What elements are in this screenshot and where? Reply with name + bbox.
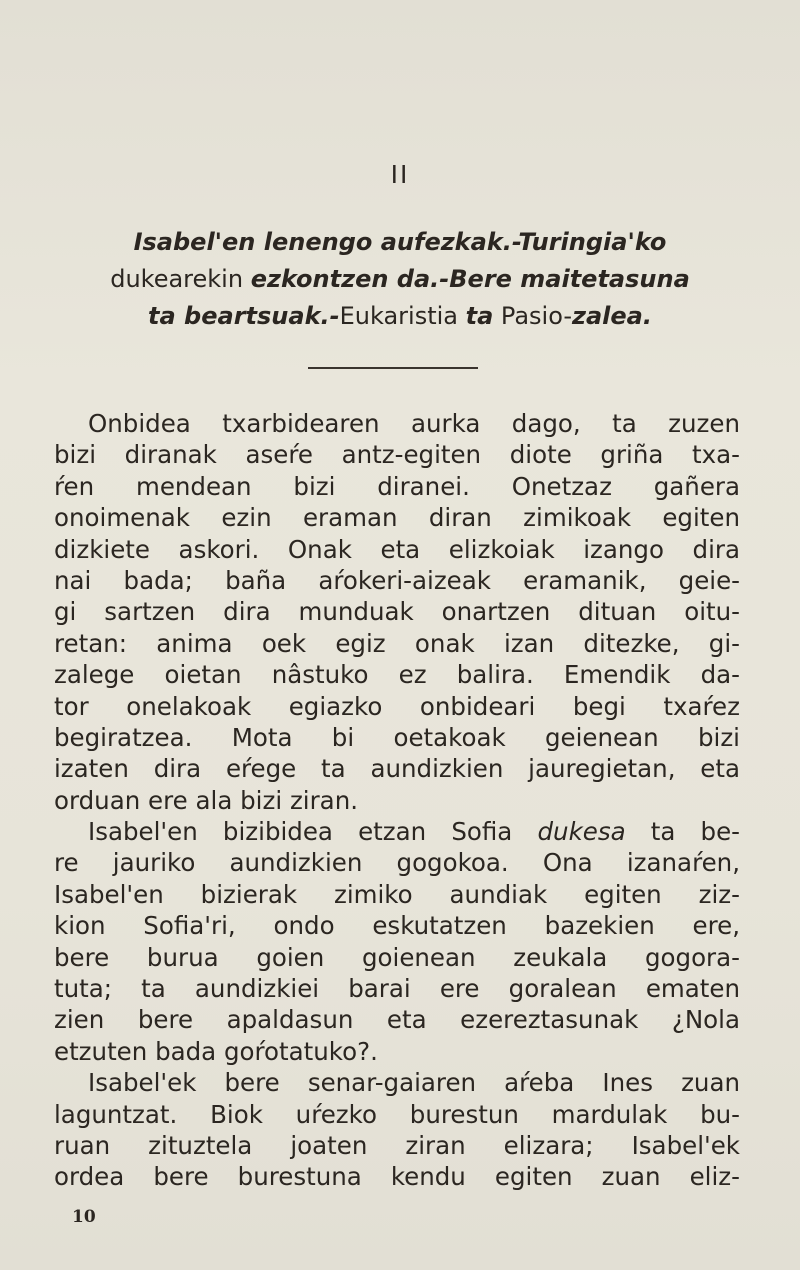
text-line: izaten dira eŕege ta aundizkien jauregietan, eta	[54, 754, 740, 784]
summary-text: ezkontzen da.-Bere maitetasuna	[250, 265, 690, 293]
chapter-number: II	[390, 160, 410, 189]
summary-text: Eukaristia	[339, 302, 466, 330]
summary-text: ta beartsuak.-	[148, 302, 340, 330]
text-line: begiratzea. Mota bi oetakoak geienean bizi	[54, 722, 740, 752]
summary-text: dukearekin	[110, 265, 251, 293]
text-line: tuta; ta aundizkiei barai ere goralean ematen	[54, 974, 740, 1004]
text-line: ŕen mendean bizi diranei. Onetzaz gañera	[54, 471, 740, 501]
text-line: re jauriko aundizkien gogokoa. Ona izanaŕen,	[54, 848, 740, 878]
text-segment: dukesa	[537, 817, 626, 847]
chapter-summary	[60, 224, 740, 335]
text-line: Onbidea txarbidearen aurka dago, ta zuzen	[88, 409, 740, 438]
summary-text: Isabel'en lenengo aufezkak.-Turingia'ko	[133, 228, 667, 256]
text-segment: ta be-	[625, 817, 740, 847]
text-line: Isabel'ek bere senar-gaiaren aŕeba Ines zuan	[88, 1068, 740, 1098]
summary-line	[60, 298, 740, 335]
text-line: orduan ere ala bizi ziran.	[54, 785, 359, 815]
summary-text: zalea.	[572, 302, 652, 330]
text-line: gi sartzen dira munduak onartzen dituan oitu-	[54, 597, 740, 627]
text-line: retan: anima oek egiz onak izan ditezke, gi-	[54, 628, 740, 658]
text-line: kion Sofia'ri, ondo eskutatzen bazekien ere,	[54, 911, 740, 941]
text-line: etzuten bada goŕotatuko?.	[54, 1036, 378, 1066]
summary-line	[60, 224, 740, 261]
summary-text: ta	[465, 302, 494, 330]
text-line: dizkiete askori. Onak eta elizkoiak izango dira	[54, 534, 740, 564]
text-line: ruan zituztela joaten ziran elizara; Isabel'ek	[54, 1130, 740, 1160]
section-divider	[308, 367, 478, 369]
text-line: Isabel'en bizierak zimiko aundiak egiten ziz-	[54, 879, 740, 909]
text-line	[54, 816, 740, 847]
summary-line	[60, 261, 740, 298]
text-line: ordea bere burestuna kendu egiten zuan eliz-	[54, 1162, 740, 1192]
text-line: nai bada; baña aŕokeri-aizeak eramanik, geie-	[54, 565, 740, 595]
text-line: onoimenak ezin eraman diran zimikoak egiten	[54, 503, 740, 533]
text-segment: Isabel'en bizibidea etzan Sofia	[88, 817, 538, 847]
text-line: zien bere apaldasun eta ezereztasunak ¿Nola	[54, 1005, 740, 1035]
page-number: 10	[72, 1207, 96, 1227]
text-line: tor onelakoak egiazko onbideari begi txaŕez	[54, 691, 740, 721]
summary-text: Pasio-	[493, 302, 572, 330]
text-line: bere burua goien goienean zeukala gogora-	[54, 942, 740, 972]
text-line: zalege oietan nâstuko ez balira. Emendik da-	[54, 660, 740, 690]
text-line: laguntzat. Biok uŕezko burestun mardulak bu-	[54, 1099, 740, 1129]
body-text	[54, 408, 740, 1193]
text-line: bizi diranak aseŕe antz-egiten diote griña txa-	[54, 440, 740, 470]
